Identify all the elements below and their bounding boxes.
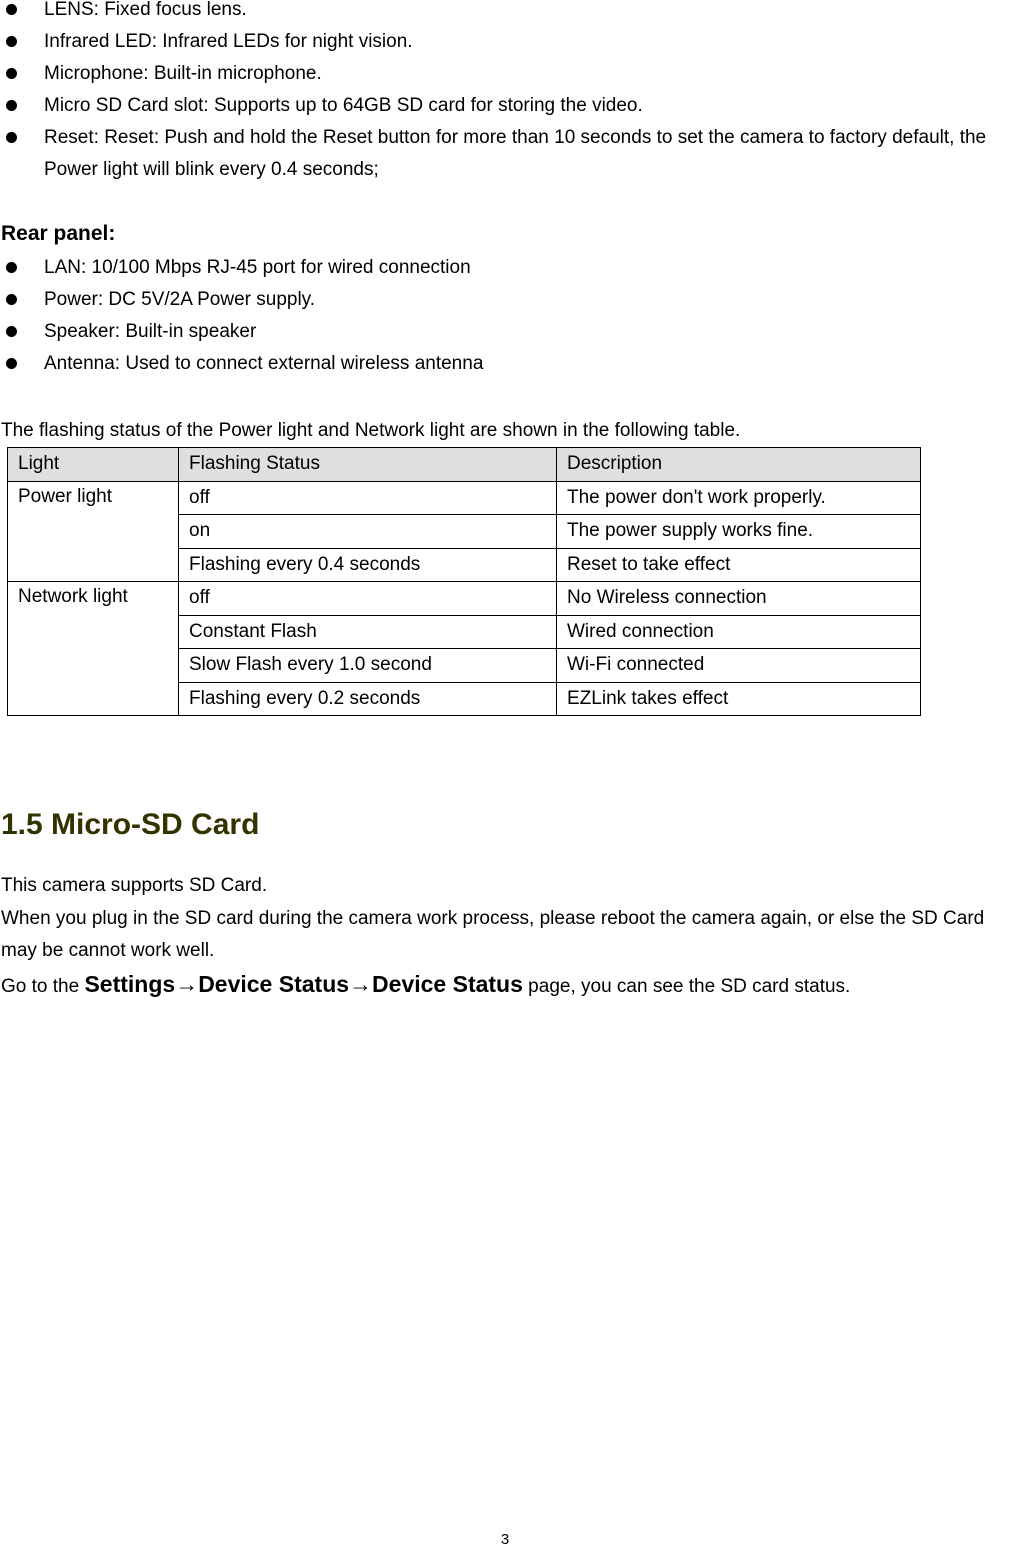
bullet-icon (6, 36, 17, 47)
path-settings: Settings (84, 970, 176, 997)
list-item (0, 58, 1010, 90)
header-flashing-status: Flashing Status (179, 448, 557, 482)
flashing-status-cell: Constant Flash (179, 615, 557, 649)
list-item-text: Antenna: Used to connect external wireless antenna (44, 353, 484, 374)
path-prefix: Go to the (1, 975, 85, 997)
list-item-text: Power: DC 5V/2A Power supply. (44, 289, 316, 310)
list-item-text: LENS: Fixed focus lens. (44, 0, 247, 20)
list-item (0, 90, 1010, 122)
description-cell: Wi-Fi connected (557, 649, 921, 683)
list-item-text: Micro SD Card slot: Supports up to 64GB SD card for storing the video. (44, 95, 643, 116)
front-panel-list (0, 0, 1010, 186)
list-item (0, 252, 1010, 284)
rear-panel-list (0, 252, 1010, 380)
flashing-status-cell: Flashing every 0.4 seconds (179, 548, 557, 582)
list-item-text: Speaker: Built-in speaker (44, 321, 257, 342)
light-name-cell: Power light (8, 481, 179, 582)
bullet-icon (6, 68, 17, 79)
list-item (0, 348, 1010, 380)
list-item-text: LAN: 10/100 Mbps RJ-45 port for wired connection (44, 257, 471, 278)
arrow-right-icon: → (175, 970, 199, 997)
light-status-table (7, 447, 921, 716)
bullet-icon (6, 100, 17, 111)
list-item (0, 316, 1010, 348)
paragraph (1, 968, 1010, 1004)
bullet-icon (6, 294, 17, 305)
flashing-status-cell: Flashing every 0.2 seconds (179, 682, 557, 716)
header-description: Description (557, 448, 921, 482)
description-cell: EZLink takes effect (557, 682, 921, 716)
list-item-text: Microphone: Built-in microphone. (44, 63, 322, 84)
table-row (8, 481, 921, 515)
table-row (8, 582, 921, 616)
path-suffix: page, you can see the SD card status. (522, 975, 851, 997)
light-name-cell: Network light (8, 582, 179, 716)
list-item (0, 26, 1010, 58)
description-cell: Reset to take effect (557, 548, 921, 582)
rear-panel-heading: Rear panel: (1, 222, 116, 245)
bullet-icon (6, 358, 17, 369)
flashing-status-cell: on (179, 515, 557, 549)
page-number: 3 (500, 1531, 510, 1548)
description-cell: The power don't work properly. (557, 481, 921, 515)
bullet-icon (6, 132, 17, 143)
paragraph: This camera supports SD Card. (1, 875, 268, 896)
list-item (0, 122, 1010, 186)
flashing-status-cell: off (179, 481, 557, 515)
header-light: Light (8, 448, 179, 482)
bullet-icon (6, 262, 17, 273)
path-device-status-page: Device Status (372, 970, 523, 997)
description-cell: Wired connection (557, 615, 921, 649)
list-item-text: Infrared LED: Infrared LEDs for night vision. (44, 31, 413, 52)
list-item (0, 284, 1010, 316)
paragraph: When you plug in the SD card during the camera work process, please reboot the camera again, or else the SD Card may be cannot work well. (1, 907, 985, 961)
description-cell: No Wireless connection (557, 582, 921, 616)
section-heading: 1.5 Micro-SD Card (1, 808, 260, 841)
bullet-icon (6, 4, 17, 15)
description-cell: The power supply works fine. (557, 515, 921, 549)
path-device-status: Device Status (198, 970, 350, 997)
bullet-icon (6, 326, 17, 337)
flashing-status-cell: Slow Flash every 1.0 second (179, 649, 557, 683)
sd-section-body (1, 870, 1010, 1003)
list-item (0, 0, 1010, 26)
arrow-right-icon: → (349, 970, 373, 997)
flashing-status-cell: off (179, 582, 557, 616)
list-item-text: Reset: Reset: Push and hold the Reset button for more than 10 seconds to set the camera to factory default, the Power light will blink every 0.4 seconds; (44, 127, 987, 180)
table-header-row (8, 448, 921, 482)
table-intro: The flashing status of the Power light and Network light are shown in the following table. (1, 420, 741, 441)
